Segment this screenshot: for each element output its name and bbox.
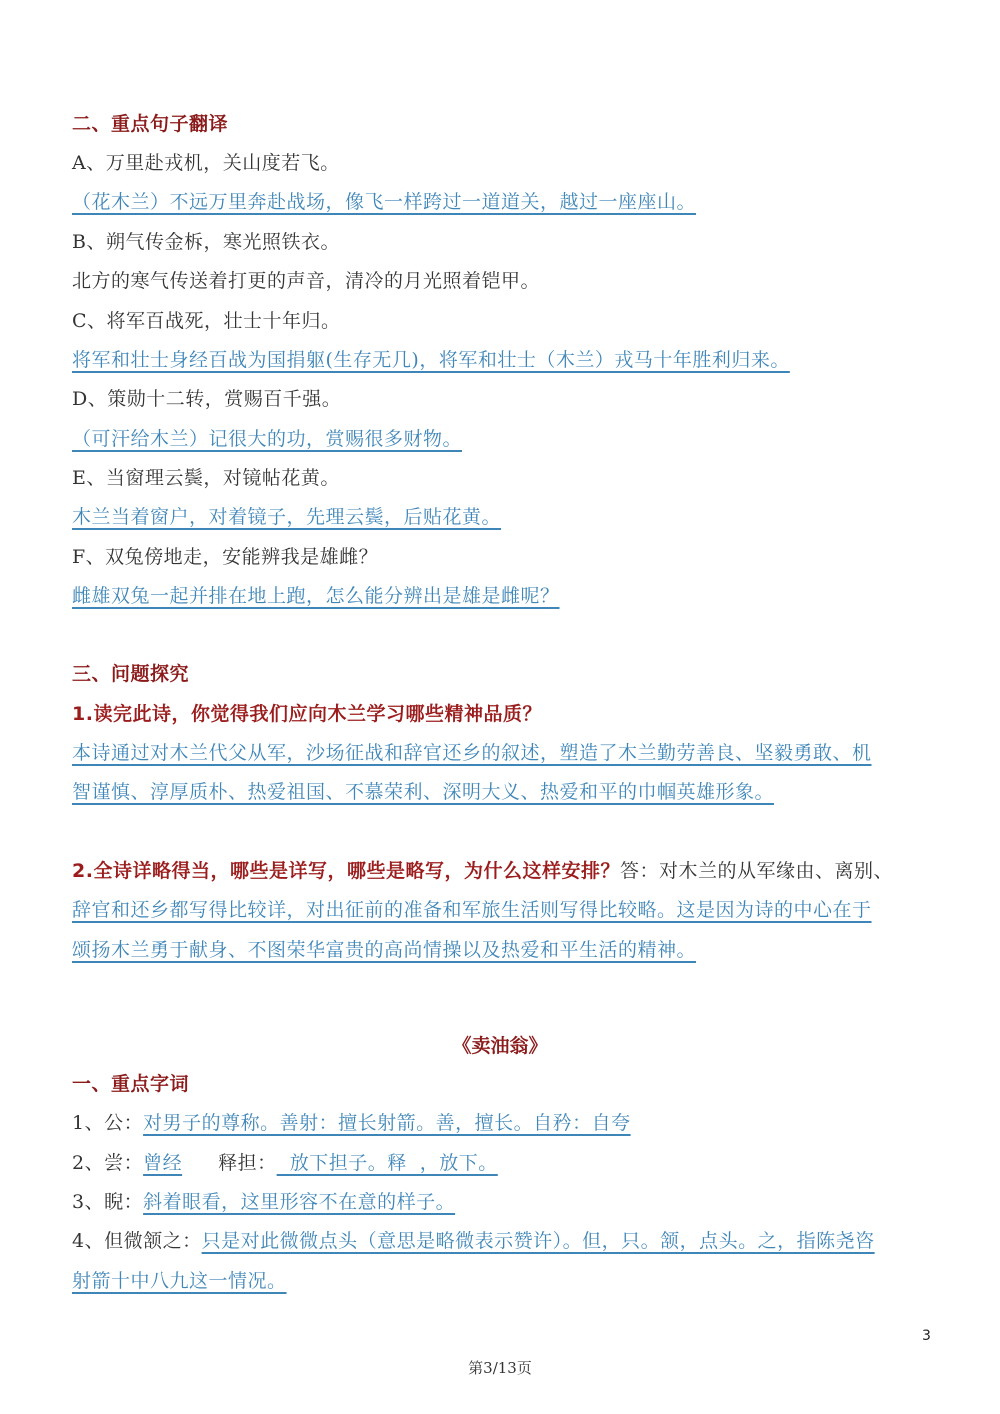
word-1-row	[72, 1110, 631, 1136]
word-1-label: 1、公：	[72, 1112, 144, 1134]
word-3-row	[72, 1189, 455, 1215]
translation-c: 将军和壮士身经百战为国捐躯(生存无几)，将军和壮士（木兰）戎马十年胜利归来。	[72, 349, 790, 371]
sentence-c: C、将军百战死，壮士十年归。	[72, 310, 341, 332]
sentence-f: F、双兔傍地走，安能辨我是雄雌？	[72, 546, 379, 568]
translation-a: （花木兰）不远万里奔赴战场，像飞一样跨过一道道关，越过一座座山。	[72, 191, 697, 213]
word-2-answer: 曾经	[143, 1152, 183, 1174]
word-2-label: 2、尝：	[72, 1152, 144, 1174]
word-3-answer: 斜着眼看，这里形容不在意的样子。	[143, 1191, 456, 1213]
translation-f: 雌雄双兔一起并排在地上跑，怎么能分辨出是雄是雌呢？	[72, 585, 560, 607]
word-4-label: 4、但微颔之：	[72, 1230, 202, 1252]
word-2-row	[72, 1150, 498, 1176]
word-4-answer-line-2: 射箭十中八九这一情况。	[72, 1270, 287, 1292]
translation-d: （可汗给木兰）记很大的功，赏赐很多财物。	[72, 428, 463, 450]
page-number: 3	[922, 1328, 931, 1344]
sentence-a: A、万里赴戎机，关山度若飞。	[72, 152, 340, 174]
sentence-b: B、朔气传金柝，寒光照铁衣。	[72, 231, 340, 253]
word-4-answer: 只是对此微微点头（意思是略微表示赞许）。但，只。颔，点头。之，指陈尧咨	[201, 1230, 875, 1252]
translation-b: 北方的寒气传送着打更的声音，清冷的月光照着铠甲。	[72, 270, 541, 292]
question-1: 1.读完此诗，你觉得我们应向木兰学习哪些精神品质？	[72, 703, 542, 725]
sentence-e: E、当窗理云鬓，对镜帖花黄。	[72, 467, 340, 489]
word-4-row	[72, 1228, 875, 1254]
answer-1-line-1: 本诗通过对木兰代父从军，沙场征战和辞官还乡的叙述，塑造了木兰勤劳善良、坚毅勇敢、机	[72, 742, 872, 764]
word-2b-answer: 放下担子。释 ，放下。	[276, 1152, 498, 1174]
word-3-label: 3、睨：	[72, 1191, 144, 1213]
answer-2-prefix: 答：对木兰的从军缘由、离别、	[619, 860, 893, 882]
sentence-d: D、策勋十二转，赏赐百千强。	[72, 388, 342, 410]
page-indicator: 第3/13页	[468, 1359, 532, 1377]
answer-2-line-2: 辞官和还乡都写得比较详，对出征前的准备和军旅生活则写得比较略。这是因为诗的中心在于	[72, 899, 872, 921]
word-2b-label: 释担：	[218, 1152, 277, 1174]
word-1-answer: 对男子的尊称。善射：擅长射箭。善，擅长。自矜：自夸	[143, 1112, 631, 1134]
lesson-title: 《卖油翁》	[452, 1035, 548, 1057]
answer-1-line-2: 智谨慎、淳厚质朴、热爱祖国、不慕荣利、深明大义、热爱和平的巾帼英雄形象。	[72, 781, 775, 803]
question-2: 2.全诗详略得当，哪些是详写，哪些是略写，为什么这样安排？	[72, 860, 620, 882]
section-heading-sentence-translation: 二、重点句子翻译	[72, 113, 229, 135]
section-heading-key-words: 一、重点字词	[72, 1073, 190, 1095]
section-heading-inquiry: 三、问题探究	[72, 663, 190, 685]
question-2-row	[72, 858, 893, 884]
translation-e: 木兰当着窗户，对着镜子，先理云鬓，后贴花黄。	[72, 506, 502, 528]
answer-2-line-3: 颂扬木兰勇于献身、不图荣华富贵的高尚情操以及热爱和平生活的精神。	[72, 939, 697, 961]
